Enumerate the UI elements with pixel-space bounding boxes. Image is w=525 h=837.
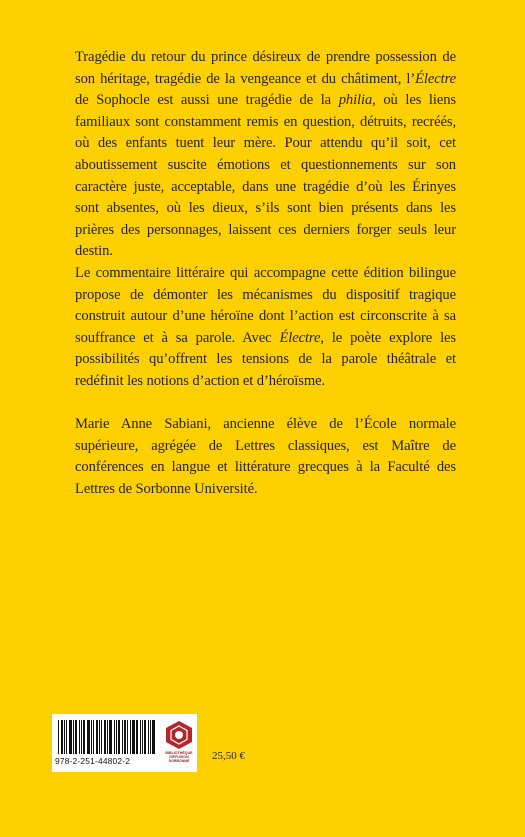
barcode-bar — [101, 720, 102, 754]
barcode-bar — [152, 720, 155, 754]
barcode-bar — [150, 720, 151, 754]
barcode-bar — [109, 720, 112, 754]
barcode-bar — [64, 720, 65, 754]
barcode-bar — [73, 720, 74, 754]
text-run: , où les liens familiaux sont constamment remis en question, détruits, recréés, où des enfants tuent leur mère. Pour attendu qu’il soit, cet aboutissement suscite émotions et questionnements sur son caractère juste, acceptable, dans une tragédie d’où les Érinyes sont absentes, où les dieux, s’ils sont bien présents dans les prières des personnages, laissent ces derniers forger seuls leur destin. — [75, 92, 456, 260]
barcode-bar — [122, 720, 123, 754]
publisher-logo-icon — [164, 720, 194, 750]
barcode-bar — [136, 720, 138, 754]
barcode-bar — [99, 720, 100, 754]
barcode-bar — [75, 720, 77, 754]
paragraph-summary — [75, 47, 456, 263]
italic-title: Électre — [415, 70, 456, 87]
isbn-number: 978-2-251-44802-2 — [55, 756, 131, 766]
barcode-bar — [91, 720, 92, 754]
barcode-bar — [96, 720, 98, 754]
barcode-bar — [61, 720, 63, 754]
text-run: de Sophocle est aussi une tragédie de la — [75, 92, 339, 109]
barcode-bar — [116, 720, 117, 754]
text-run: , le poète explore les possibilités qu’offrent les tensions de la parole théâtrale et redéfinit les notions d’action et d’héroïsme. — [75, 329, 456, 389]
blurb — [75, 47, 456, 500]
barcode-bar — [66, 720, 67, 754]
barcode-bar — [83, 720, 85, 754]
barcode-bar — [140, 720, 141, 754]
barcode-bar — [114, 720, 115, 754]
logo-line-3: SORBONNE — [168, 759, 190, 763]
price: 25,50 € — [212, 750, 245, 762]
text-run: Le commentaire littéraire qui accompagne cette édition bilingue propose de démonter les mécanismes du dispositif tragique construit autour d’une héroïne dont l’action est circonscrite à sa souffrance et à sa parole. Avec — [75, 264, 456, 346]
italic-title: Électre — [279, 329, 321, 346]
barcode-bar — [107, 720, 108, 754]
barcode-bar — [93, 720, 94, 754]
author-bio: Marie Anne Sabiani, ancienne élève de l’École normale supérieure, agrégée de Lettres classiques, est Maître de conférences en langue et littérature grecques à la Faculté des Lettres de Sorbonne Université. — [75, 416, 456, 497]
barcode-bar — [144, 720, 146, 754]
barcode-bar — [87, 720, 90, 754]
barcode-bar — [142, 720, 143, 754]
publisher-logo — [164, 720, 194, 766]
barcode-bar — [81, 720, 82, 754]
barcode-bar — [130, 720, 131, 754]
paragraph-commentary — [75, 263, 456, 393]
barcode-bar — [79, 720, 80, 754]
barcode-bar — [58, 720, 59, 754]
barcode-bar — [148, 720, 149, 754]
barcode-bar — [69, 720, 72, 754]
text-run: Tragédie du retour du prince désireux de prendre possession de son héritage, tragédie de la vengeance et du châtiment, l’ — [75, 49, 456, 87]
barcode-bar — [127, 720, 128, 754]
logo-line-1: BIBLIOTHÈQUE — [165, 751, 193, 755]
barcode-bar — [118, 720, 120, 754]
barcode-bar — [104, 720, 106, 754]
logo-line-2: DIFFUSION — [169, 755, 189, 759]
publisher-logo-text — [164, 751, 194, 763]
barcode-bar — [132, 720, 135, 754]
barcode-bar — [124, 720, 126, 754]
italic-title: philia — [338, 92, 373, 109]
barcode-panel — [52, 714, 197, 772]
barcode — [58, 720, 157, 754]
